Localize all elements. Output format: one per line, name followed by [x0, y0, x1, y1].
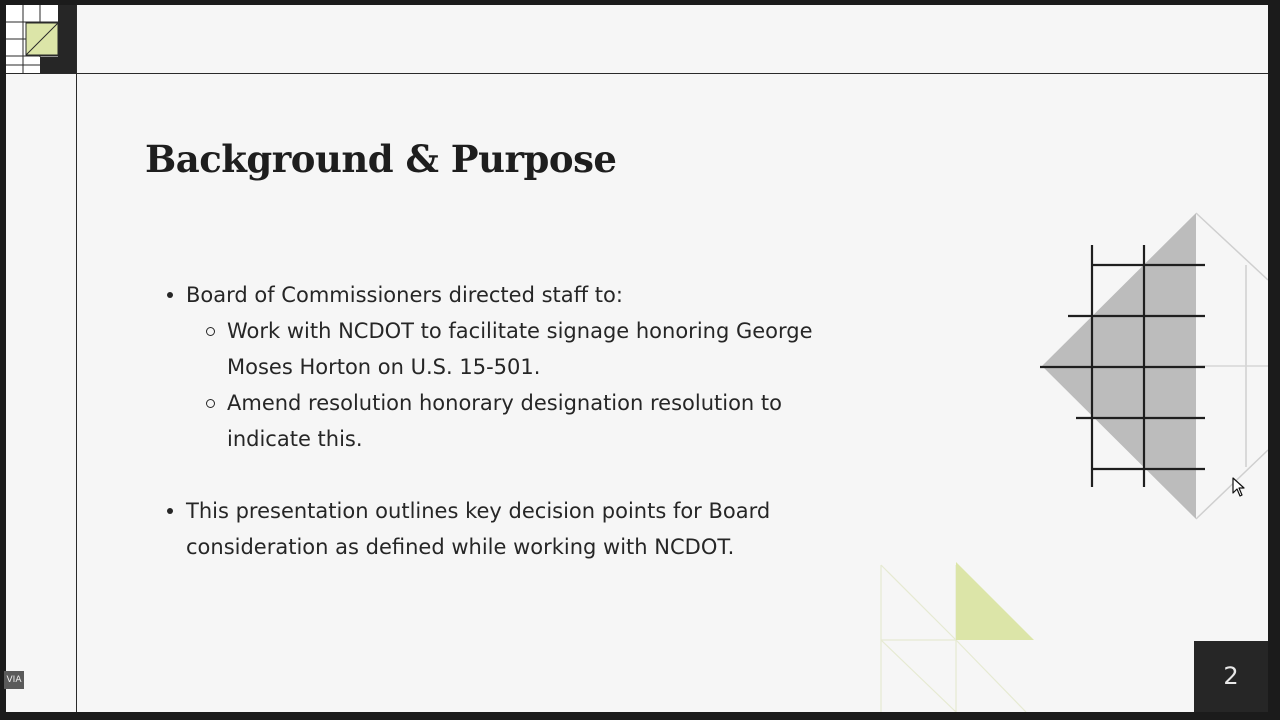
- bullet-text: Board of Commissioners directed staff to:: [186, 283, 623, 307]
- sub-bullet-item: Work with NCDOT to facilitate signage honoring George Moses Horton on U.S. 15-501.: [186, 313, 824, 385]
- page-number: 2: [1223, 662, 1239, 690]
- bullet-list: [164, 277, 824, 565]
- triangle-grid-decoration: [876, 560, 1046, 712]
- page-number-box: [1194, 641, 1268, 712]
- bullet-item: [164, 277, 824, 457]
- left-margin-divider: [76, 5, 77, 712]
- mouse-pointer-icon: [1232, 477, 1246, 497]
- grid-square-logo: [6, 5, 77, 74]
- bullet-text: This presentation outlines key decision points for Board consideration as defined while working with NCDOT.: [186, 499, 771, 559]
- slide-title: Background & Purpose: [145, 137, 617, 181]
- corner-badge: VIA: [4, 671, 24, 689]
- bullet-item: [164, 493, 824, 565]
- sub-bullet-item: Amend resolution honorary designation resolution to indicate this.: [186, 385, 824, 457]
- header-divider: [6, 73, 1268, 74]
- slide: [6, 5, 1268, 712]
- sub-bullet-list: [186, 313, 824, 457]
